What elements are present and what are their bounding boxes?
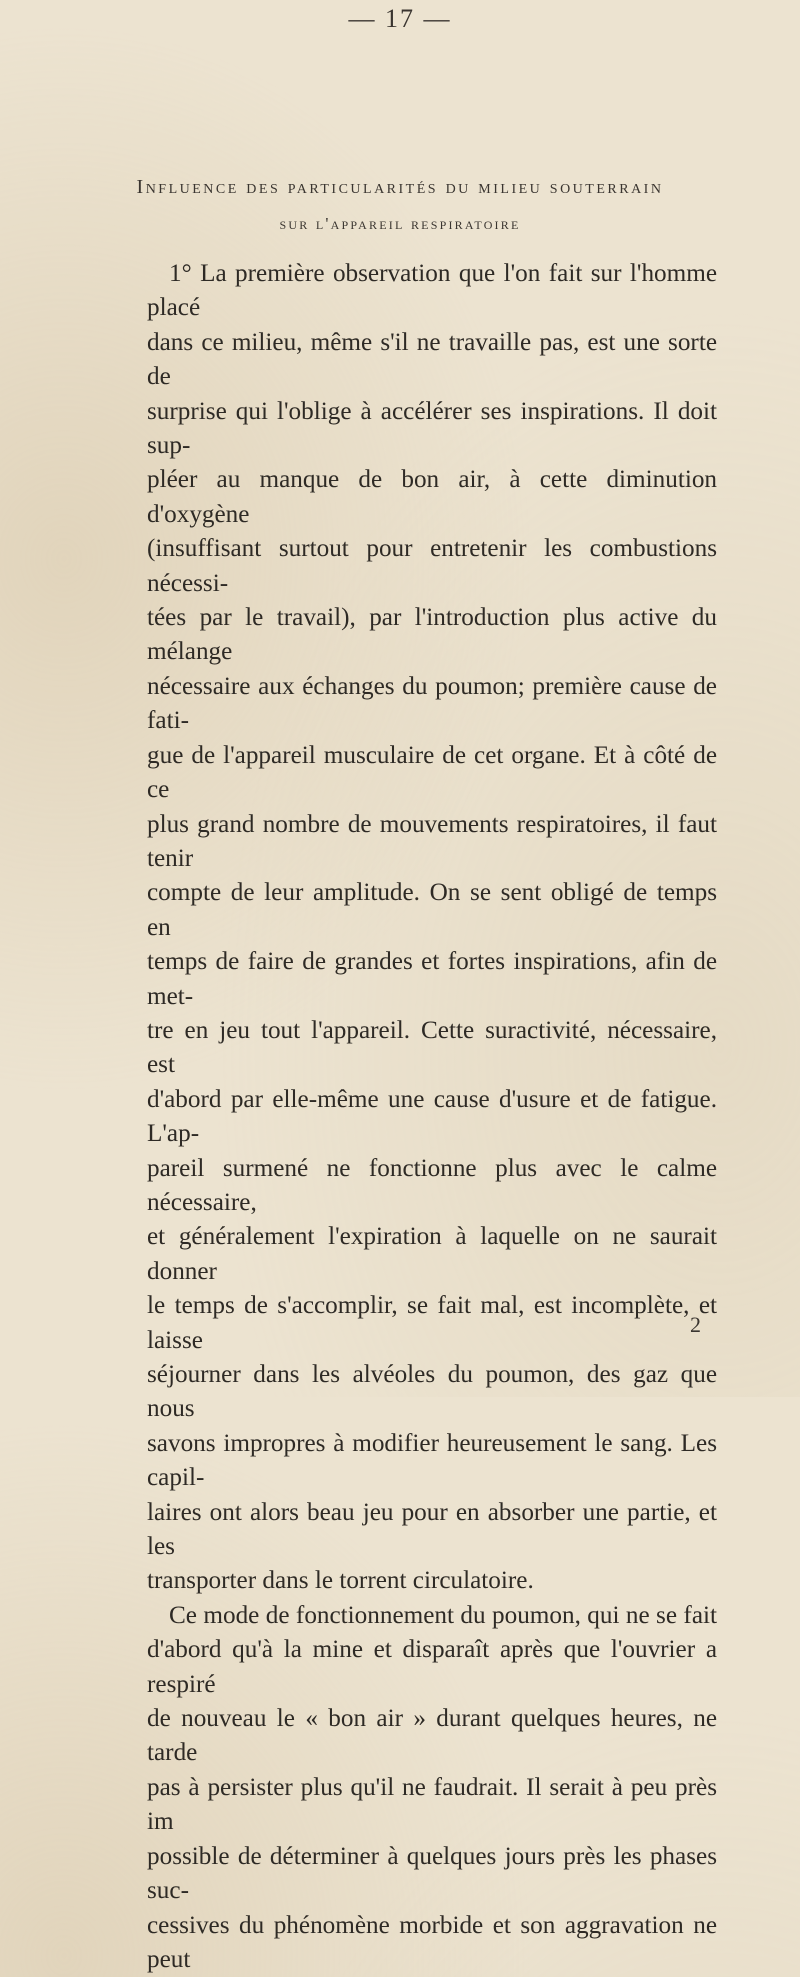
body-text	[147, 257, 717, 1977]
text-line: pléer au manque de bon air, à cette diminution d'oxygène	[147, 463, 717, 532]
text-line: laires ont alors beau jeu pour en absorber une partie, et les	[147, 1496, 717, 1565]
text-line: pareil surmené ne fonctionne plus avec le calme nécessaire,	[147, 1152, 717, 1221]
text-line: tre en jeu tout l'appareil. Cette suractivité, nécessaire, est	[147, 1014, 717, 1083]
page-number: — 17 —	[0, 4, 800, 34]
text-line: nécessaire aux échanges du poumon; première cause de fati-	[147, 670, 717, 739]
text-line: cessives du phénomène morbide et son aggravation ne peut	[147, 1909, 717, 1977]
text-line: surprise qui l'oblige à accélérer ses inspirations. Il doit sup-	[147, 395, 717, 464]
text-line: pas à persister plus qu'il ne faudrait. Il serait à peu près im	[147, 1771, 717, 1840]
text-line: (insuffisant surtout pour entretenir les combustions nécessi-	[147, 532, 717, 601]
text-line: transporter dans le torrent circulatoire.	[147, 1564, 717, 1598]
text-line: 1° La première observation que l'on fait sur l'homme placé	[147, 257, 717, 326]
section-heading: Influence des particularités du milieu souterrain	[0, 176, 800, 199]
text-line: d'abord qu'à la mine et disparaît après que l'ouvrier a respiré	[147, 1633, 717, 1702]
text-line: Ce mode de fonctionnement du poumon, qui ne se fait	[147, 1599, 717, 1633]
text-line: possible de déterminer à quelques jours près les phases suc-	[147, 1840, 717, 1909]
section-subheading: sur l'appareil respiratoire	[0, 214, 800, 234]
text-line: d'abord par elle-même une cause d'usure et de fatigue. L'ap-	[147, 1083, 717, 1152]
text-line: gue de l'appareil musculaire de cet organe. Et à côté de ce	[147, 739, 717, 808]
text-line: et généralement l'expiration à laquelle on ne saurait donner	[147, 1220, 717, 1289]
text-line: le temps de s'accomplir, se fait mal, est incomplète, et laisse	[147, 1289, 717, 1358]
text-line: tées par le travail), par l'introduction plus active du mélange	[147, 601, 717, 670]
text-line: plus grand nombre de mouvements respiratoires, il faut tenir	[147, 808, 717, 877]
text-line: temps de faire de grandes et fortes inspirations, afin de met-	[147, 945, 717, 1014]
text-line: de nouveau le « bon air » durant quelques heures, ne tarde	[147, 1702, 717, 1771]
signature-mark: 2	[690, 1312, 701, 1338]
text-line: dans ce milieu, même s'il ne travaille pas, est une sorte de	[147, 326, 717, 395]
text-line: savons impropres à modifier heureusement le sang. Les capil-	[147, 1427, 717, 1496]
text-line: compte de leur amplitude. On se sent obligé de temps en	[147, 876, 717, 945]
text-line: séjourner dans les alvéoles du poumon, des gaz que nous	[147, 1358, 717, 1427]
